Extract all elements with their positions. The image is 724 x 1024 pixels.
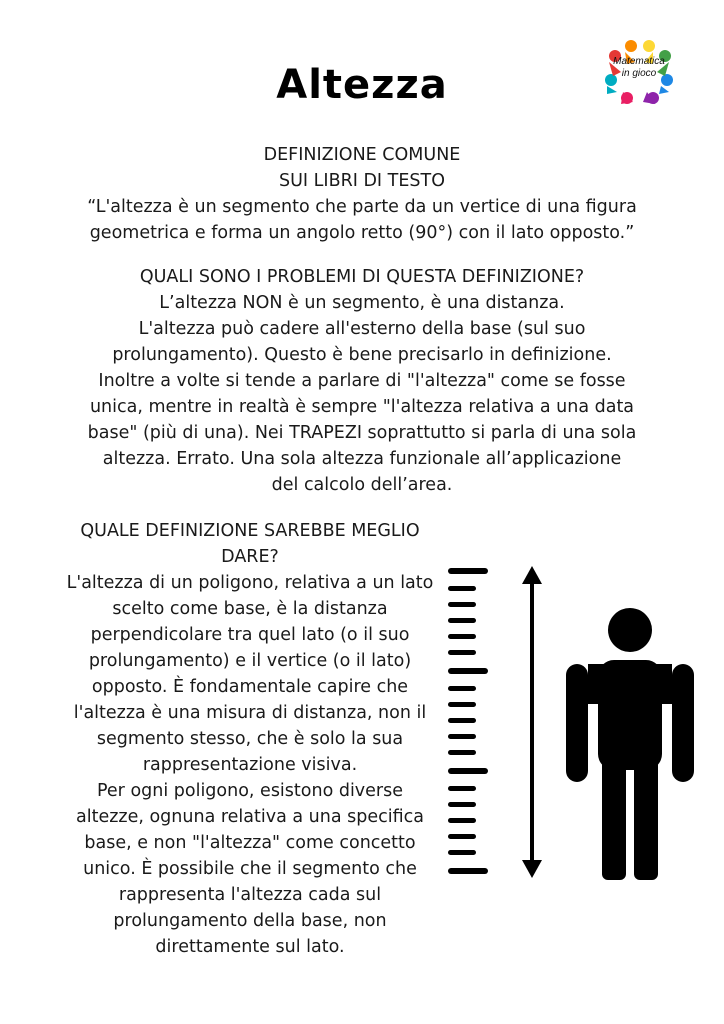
text-line: base, e non "l'altezza" come concetto xyxy=(84,833,416,853)
text-line: segmento stesso, che è solo la sua xyxy=(96,729,404,749)
text-line: unica, mentre in realtà è sempre "l'altezza relativa a una data xyxy=(89,397,635,417)
text-line: geometrica e forma un angolo retto (90°) con il lato opposto.” xyxy=(89,223,635,243)
text-line: prolungamento). Questo è bene precisarlo in definizione. xyxy=(112,345,612,365)
text-line: direttamente sul lato. xyxy=(155,937,345,957)
text-line: prolungamento della base, non xyxy=(113,911,387,931)
text-line: L'altezza può cadere all'esterno della base (sul suo xyxy=(138,319,586,339)
logo-text-line1: Matematica xyxy=(613,56,665,67)
double-arrow-icon xyxy=(522,566,542,878)
text-line: base" (più di una). Nei TRAPEZI soprattutto si parla di una sola xyxy=(87,423,637,443)
logo-text-line2: in gioco xyxy=(621,68,657,79)
text-line: scelto come base, è la distanza xyxy=(112,599,388,619)
height-illustration xyxy=(440,560,710,890)
text-line: rappresentazione visiva. xyxy=(142,755,358,775)
section-heading: QUALE DEFINIZIONE SAREBBE MEGLIO xyxy=(80,521,420,541)
text-line: opposto. È fondamentale capire che xyxy=(91,677,409,697)
text-line: altezze, ognuna relativa a una specifica xyxy=(76,807,424,827)
problems-section xyxy=(40,264,684,498)
text-line: L’altezza NON è un segmento, è una distanza. xyxy=(159,293,565,313)
text-line: Inoltre a volte si tende a parlare di "l'altezza" come se fosse xyxy=(98,371,626,391)
text-line: L'altezza di un poligono, relativa a un lato xyxy=(66,573,434,593)
text-line: perpendicolare tra quel lato (o il suo xyxy=(90,625,410,645)
text-line: “L'altezza è un segmento che parte da un vertice di una figura xyxy=(87,197,637,217)
section-heading: SUI LIBRI DI TESTO xyxy=(279,171,445,191)
ruler-icon xyxy=(448,568,488,874)
person-icon xyxy=(566,608,694,880)
text-line: l'altezza è una misura di distanza, non il xyxy=(73,703,427,723)
section-heading: QUALI SONO I PROBLEMI DI QUESTA DEFINIZIONE? xyxy=(139,267,585,287)
section-heading: DEFINIZIONE COMUNE xyxy=(263,145,461,165)
text-line: altezza. Errato. Una sola altezza funzionale all’applicazione xyxy=(102,449,622,469)
better-definition-section xyxy=(40,518,460,960)
section-heading: DARE? xyxy=(221,547,279,567)
logo-text xyxy=(603,56,675,80)
common-definition-section xyxy=(40,142,684,246)
text-line: rappresenta l'altezza cada sul xyxy=(118,885,382,905)
text-line: Per ogni poligono, esistono diverse xyxy=(96,781,404,801)
page-title: Altezza xyxy=(276,62,448,108)
text-line: prolungamento) e il vertice (o il lato) xyxy=(88,651,412,671)
text-line: del calcolo dell’area. xyxy=(271,475,453,495)
text-line: unico. È possibile che il segmento che xyxy=(83,859,417,879)
